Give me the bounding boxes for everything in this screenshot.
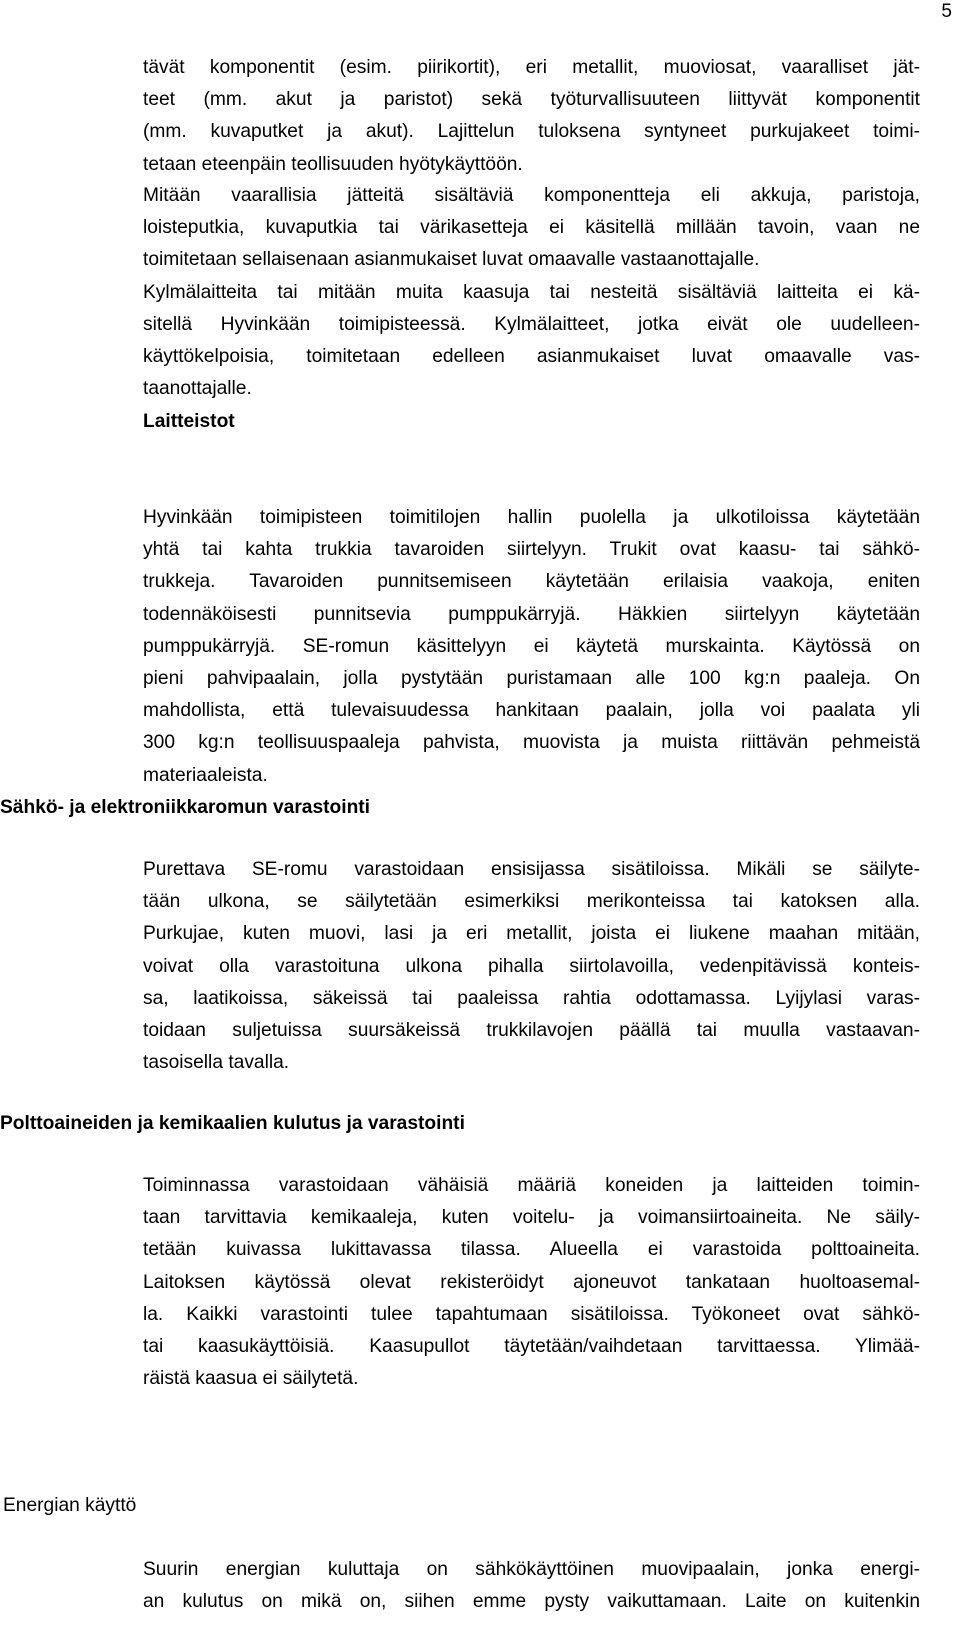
text-line: tetaan eteenpäin teollisuuden hyötykäyttöön. (143, 153, 523, 175)
text-line: taan tarvittavia kemikaaleja, kuten voitelu- ja voimansiirtoaineita. Ne säily- (143, 1207, 920, 1229)
text-line: todennäköisesti punnitsevia pumppukärryjä. Häkkien siirtelyyn käytetään (143, 603, 920, 625)
paragraph-fuels-chemicals (143, 1170, 920, 1395)
section-heading-fuels-chemicals: Polttoaineiden ja kemikaalien kulutus ja varastointi (0, 1113, 465, 1134)
text-line: Laitoksen käytössä olevat rekisteröidyt ajoneuvot tankataan huoltoasemal- (143, 1271, 920, 1293)
text-line: an kulutus on mikä on, siihen emme pysty vaikuttamaan. Laite on kuitenkin (143, 1591, 920, 1613)
text-line: loisteputkia, kuvaputkia tai värikasetteja ei käsitellä millään tavoin, vaan ne (143, 217, 920, 239)
section-heading-se-storage: Sähkö- ja elektroniikkaromun varastointi (0, 797, 371, 818)
text-line: Mitään vaarallisia jätteitä sisältäviä komponentteja eli akkuja, paristoja, (143, 185, 920, 206)
text-line: Kylmälaitteita tai mitään muita kaasuja tai nesteitä sisältäviä laitteita ei kä- (143, 281, 920, 303)
text-line: tai kaasukäyttöisiä. Kaasupullot täytetään/vaihdetaan tarvittaessa. Ylimää- (143, 1336, 920, 1358)
text-line: taanottajalle. (143, 378, 252, 400)
text-line: räistä kaasua ei säilytetä. (143, 1368, 359, 1390)
paragraph-se-storage (143, 854, 920, 1079)
text-line: teet (mm. akut ja paristot) sekä työturvallisuuteen liittyvät komponentit (143, 89, 920, 111)
text-line: tetään kuivassa lukittavassa tilassa. Alueella ei varastoida polttoaineita. (143, 1239, 920, 1261)
text-line: pumppukärryjä. SE-romun käsittelyyn ei käytetä murskainta. Käytössä on (143, 635, 920, 657)
text-line: la. Kaikki varastointi tulee tapahtumaan sisätiloissa. Työkoneet ovat sähkö- (143, 1303, 920, 1325)
text-line: toimitetaan sellaisenaan asianmukaiset luvat omaavalle vastaanottajalle. (143, 249, 760, 271)
text-line: 300 kg:n teollisuuspaaleja pahvista, muovista ja muista riittävän pehmeistä (143, 732, 920, 754)
text-line: sitellä Hyvinkään toimipisteessä. Kylmälaitteet, jotka eivät ole uudelleen- (143, 313, 920, 335)
paragraph-energy (143, 1554, 920, 1618)
paragraph-hazardous-components (143, 180, 920, 405)
text-line: Hyvinkään toimipisteen toimitilojen hallin puolella ja ulkotiloissa käytetään (143, 507, 920, 528)
text-line: (mm. kuvaputket ja akut). Lajittelun tuloksena syntyneet purkujakeet toimi- (143, 121, 920, 143)
text-line: Suurin energian kuluttaja on sähkökäyttöinen muovipaalain, jonka energi- (143, 1559, 920, 1580)
paragraph-laitteistot (143, 502, 920, 792)
text-line: mahdollista, että tulevaisuudessa hankitaan paalain, jolla voi paalata yli (143, 700, 920, 722)
text-line: yhtä tai kahta trukkia tavaroiden siirtelyyn. Trukit ovat kaasu- tai sähkö- (143, 539, 920, 561)
text-line: toidaan suljetuissa suursäkeissä trukkilavojen päällä tai muulla vastaavan- (143, 1020, 920, 1042)
text-line: Purettava SE-romu varastoidaan ensisijassa sisätiloissa. Mikäli se säilyte- (143, 859, 920, 880)
paragraph-intro (143, 52, 920, 181)
page-number: 5 (941, 1, 952, 22)
text-line: tävät komponentit (esim. piirikortit), eri metallit, muoviosat, vaaralliset jät- (143, 57, 920, 78)
text-line: sa, laatikoissa, säkeissä tai paaleissa rahtia odottamassa. Lyijylasi varas- (143, 987, 920, 1009)
text-line: Purkujae, kuten muovi, lasi ja eri metallit, joista ei liukene maahan mitään, (143, 923, 920, 945)
section-heading-energy: Energian käyttö (3, 1495, 137, 1516)
text-line: pieni pahvipaalain, jolla pystytään puristamaan alle 100 kg:n paaleja. On (143, 668, 920, 690)
text-line: tasoisella tavalla. (143, 1052, 290, 1074)
text-line: voivat olla varastoituna ulkona pihalla siirtolavoilla, vedenpitävissä konteis- (143, 955, 920, 977)
text-line: materiaaleista. (143, 764, 268, 786)
text-line: trukkeja. Tavaroiden punnitsemiseen käytetään erilaisia vaakoja, eniten (143, 571, 920, 593)
text-line: käyttökelpoisia, toimitetaan edelleen asianmukaiset luvat omaavalle vas- (143, 346, 920, 368)
section-heading-laitteistot: Laitteistot (143, 411, 235, 432)
text-line: tään ulkona, se säilytetään esimerkiksi merikonteissa tai katoksen alla. (143, 891, 920, 913)
text-line: Toiminnassa varastoidaan vähäisiä määriä koneiden ja laitteiden toimin- (143, 1175, 920, 1196)
